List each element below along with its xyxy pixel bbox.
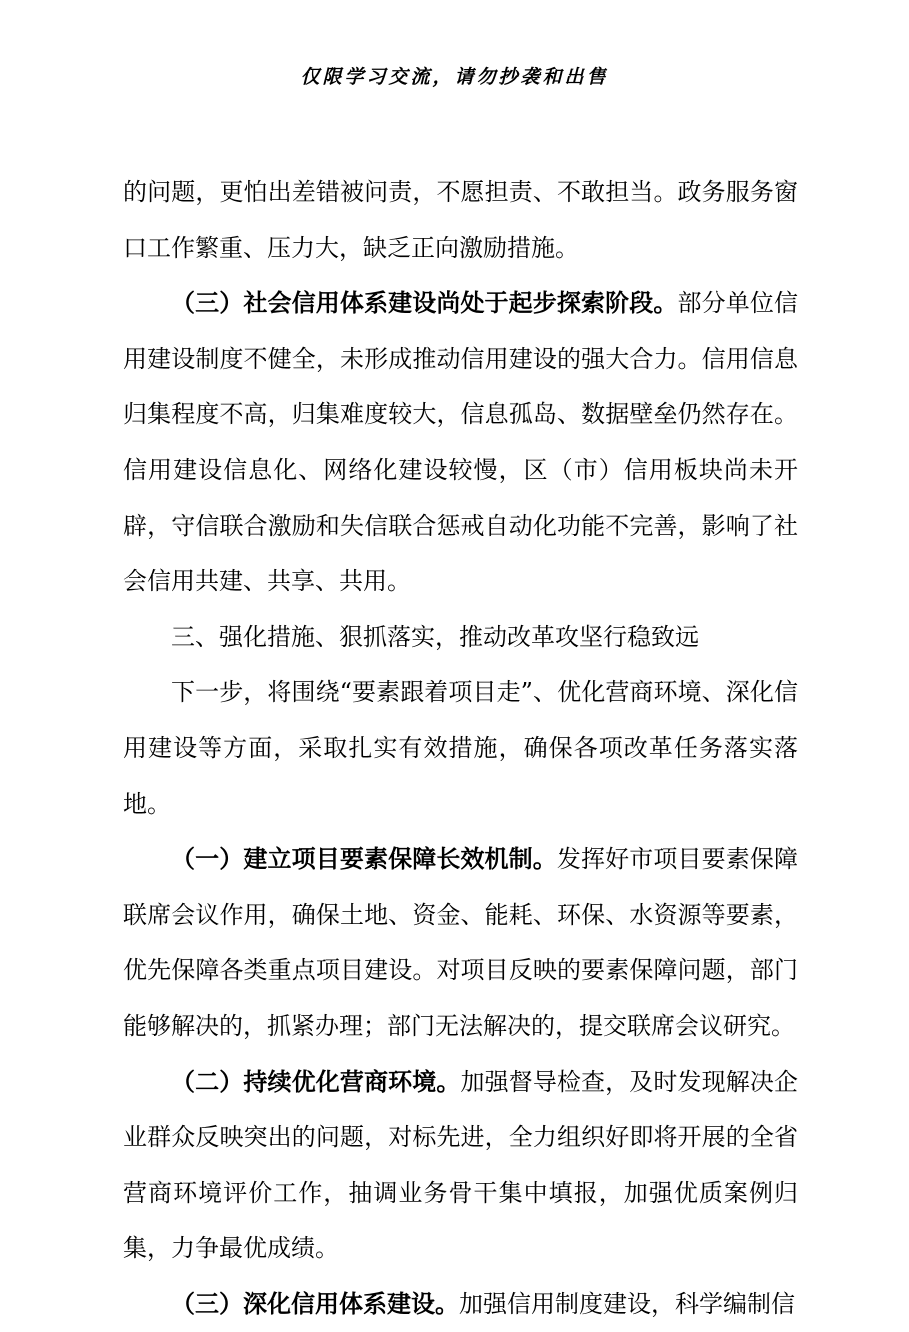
paragraph-2-text: 部分单位信用建设制度不健全，未形成推动信用建设的强大合力。信用信息归集程度不高，归集难度较大，信息孤岛、数据壁垒仍然存在。信用建设信息化、网络化建设较慢，区（市）信用板块尚未开辟，守信联合激励和失信联合惩戒自动化功能不完善，影响了社会信用共建、共享、共用。 (123, 289, 799, 596)
paragraph-7 (123, 1277, 798, 1332)
paragraph-5-heading: （一）建立项目要素保障长效机制。 (171, 845, 557, 874)
paragraph-2-heading: （三）社会信用体系建设尚处于起步探索阶段。 (171, 289, 678, 318)
paragraph-7-text: 加强信用制度建设，科学编制信 (459, 1289, 795, 1318)
page-header: 仅限学习交流，请勿抄袭和出售 (300, 66, 609, 88)
paragraph-5-text: 发挥好市项目要素保障联席会议作用，确保土地、资金、能耗、环保、水资源等要素，优先保障各类重点项目建设。对项目反映的要素保障问题，部门能够解决的，抓紧办理；部门无法解决的，提交联席会议研究。 (123, 845, 799, 1040)
document-body (123, 165, 798, 1332)
paragraph-6-text: 加强督导检查，及时发现解决企业群众反映突出的问题，对标先进，全力组织好即将开展的全省营商环境评价工作，抽调业务骨干集中填报，加强优质案例归集，力争最优成绩。 (123, 1067, 799, 1263)
paragraph-4 (123, 665, 798, 832)
paragraph-4-text: 下一步，将围绕“要素跟着项目走”、优化营商环境、深化信用建设等方面，采取扎实有效措施，确保各项改革任务落实落地。 (123, 678, 798, 818)
paragraph-6-heading: （二）持续优化营商环境。 (171, 1067, 461, 1096)
paragraph-5 (123, 832, 798, 1054)
paragraph-7-heading: （三）深化信用体系建设。 (171, 1289, 459, 1318)
paragraph-2 (123, 276, 798, 610)
paragraph-1 (123, 165, 798, 276)
section-heading-3-text: 三、强化措施、狠抓落实，推动改革攻坚行稳致远 (171, 622, 699, 651)
paragraph-6 (123, 1055, 798, 1277)
paragraph-1-text: 的问题，更怕出差错被问责，不愿担责、不敢担当。政务服务窗口工作繁重、压力大，缺乏正向激励措施。 (123, 178, 798, 262)
section-heading-3 (123, 610, 798, 666)
